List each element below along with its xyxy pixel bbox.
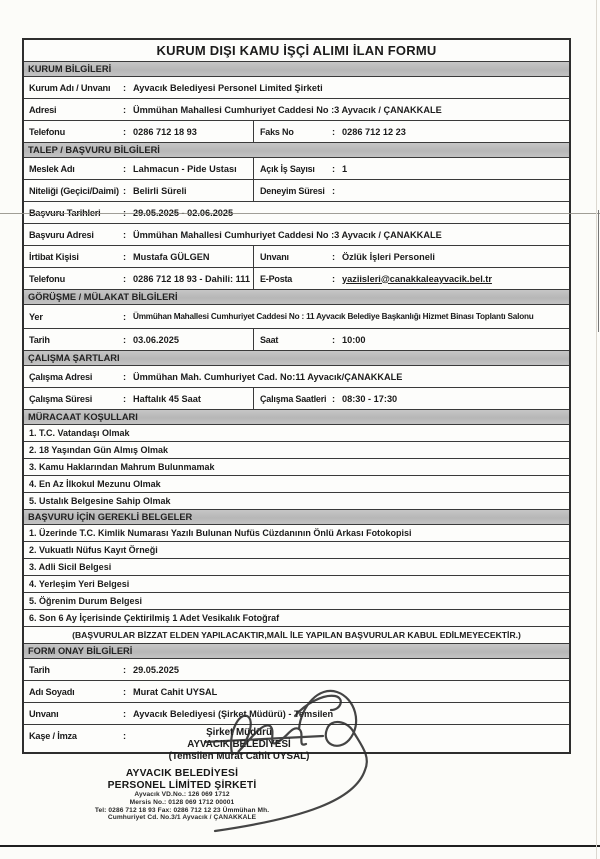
colon: :	[123, 126, 127, 137]
kurum-adi-label: Kurum Adı / Unvanı	[29, 82, 111, 93]
saat-label: Saat	[260, 334, 279, 345]
acik-is-sayisi-value: 1	[342, 163, 348, 174]
unvani-label: Unvanı	[260, 251, 289, 262]
form-title: KURUM DIŞI KAMU İŞÇİ ALIMI İLAN FORMU	[156, 43, 437, 58]
calisma-suresi-value: Haftalık 45 Saat	[133, 393, 201, 404]
colon: :	[123, 686, 127, 697]
colon: :	[123, 664, 127, 675]
colon: :	[332, 185, 336, 196]
irtibat-kisisi-label: İrtibat Kişisi	[29, 251, 79, 262]
field-kase-imza	[24, 724, 569, 762]
field-basvuru-adresi	[24, 223, 569, 245]
adi-soyadi-value: Murat Cahit UYSAL	[133, 686, 218, 697]
field-niteligi	[24, 179, 569, 201]
calisma-suresi-label: Çalışma Süresi	[29, 393, 93, 404]
stamp-line-2: PERSONEL LİMİTED ŞİRKETİ	[107, 779, 257, 791]
adi-soyadi-label: Adı Soyadı	[29, 686, 75, 697]
adresi-value: Ümmühan Mahallesi Cumhuriyet Caddesi No :3 Ayvacık / ÇANAKKALE	[133, 104, 442, 115]
section-header-talep-basvuru: TALEP / BAŞVURU BİLGİLERİ	[24, 142, 569, 157]
section-header-form-onay: FORM ONAY BİLGİLERİ	[24, 643, 569, 658]
niteligi-value: Belirli Süreli	[133, 185, 187, 196]
meslek-adi-label: Meslek Adı	[29, 163, 75, 174]
acik-is-sayisi-label: Açık İş Sayısı	[260, 163, 315, 174]
scan-right-edge-faint-line	[596, 0, 597, 859]
tarih-value: 03.06.2025	[133, 334, 179, 345]
field-onay-unvani	[24, 702, 569, 724]
colon: :	[123, 393, 127, 404]
telefonu-label: Telefonu	[29, 126, 65, 137]
belge-item-4: 4. Yerleşim Yeri Belgesi	[24, 575, 569, 592]
colon: :	[123, 251, 127, 262]
muracaat-item-3: 3. Kamu Haklarından Mahrum Bulunmamak	[24, 458, 569, 475]
basvuru-adresi-value: Ümmühan Mahallesi Cumhuriyet Caddesi No :3 Ayvacık / ÇANAKKALE	[133, 229, 442, 240]
muracaat-item-2: 2. 18 Yaşından Gün Almış Olmak	[24, 441, 569, 458]
adresi-label: Adresi	[29, 104, 57, 115]
colon: :	[123, 311, 127, 322]
telefonu2-label: Telefonu	[29, 273, 65, 284]
calisma-adresi-value: Ümmühan Mah. Cumhuriyet Cad. No:11 Ayvacık/ÇANAKKALE	[133, 371, 403, 382]
colon: :	[332, 163, 336, 174]
faks-label: Faks No	[260, 126, 294, 137]
calisma-saatleri-label: Çalışma Saatleri	[260, 393, 327, 404]
field-basvuru-tarihleri	[24, 201, 569, 223]
field-calisma-suresi	[24, 387, 569, 409]
form-table	[22, 38, 571, 762]
section-header-kurum-bilgileri: KURUM BİLGİLERİ	[24, 61, 569, 76]
kase-line-sirket-muduru: Şirket Müdürü	[206, 727, 272, 738]
stamp-line-6: Cumhuriyet Cd. No.3/1 Ayvacık / ÇANAKKALE	[107, 814, 257, 822]
stamp-line-3: Ayvacık VD.No.: 126 069 1712	[134, 791, 230, 798]
yer-value: Ümmühan Mahallesi Cumhuriyet Caddesi No : 11 Ayvacık Belediye Başkanlığı Hizmet Binası Toplantı Salonu	[133, 312, 534, 321]
colon: :	[332, 251, 336, 262]
colon: :	[123, 708, 127, 719]
muracaat-item-5: 5. Ustalık Belgesine Sahip Olmak	[24, 492, 569, 509]
saat-value: 10:00	[342, 334, 366, 345]
colon: :	[123, 334, 127, 345]
belge-item-5: 5. Öğrenim Durum Belgesi	[24, 592, 569, 609]
colon: :	[332, 334, 336, 345]
eposta-label: E-Posta	[260, 273, 293, 284]
tarih-label: Tarih	[29, 334, 50, 345]
telefonu-value: 0286 712 18 93	[133, 126, 197, 137]
unvani-value: Özlük İşleri Personeli	[342, 251, 435, 262]
field-adi-soyadi	[24, 680, 569, 702]
field-meslek-adi	[24, 157, 569, 179]
page-bottom-edge-line	[0, 845, 600, 847]
belge-item-2: 2. Vukuatlı Nüfus Kayıt Örneği	[24, 541, 569, 558]
kase-line-belediye: AYVACIK BELEDİYESİ	[187, 739, 291, 750]
field-telefonu-eposta	[24, 267, 569, 289]
faks-value: 0286 712 12 23	[342, 126, 406, 137]
field-irtibat-kisisi	[24, 245, 569, 267]
basvuru-adresi-label: Başvuru Adresi	[29, 229, 94, 240]
application-note: (BAŞVURULAR BİZZAT ELDEN YAPILACAKTIR,MAİL İLE YAPILAN BAŞVURULAR KABUL EDİLMEYECEKTİR.)	[24, 626, 569, 643]
colon: :	[123, 185, 127, 196]
meslek-adi-value: Lahmacun - Pide Ustası	[133, 163, 237, 174]
colon: :	[123, 82, 127, 93]
colon: :	[123, 229, 127, 240]
kurum-adi-value: Ayvacık Belediyesi Personel Limited Şirketi	[133, 82, 323, 93]
field-onay-tarih	[24, 658, 569, 680]
colon: :	[123, 273, 127, 284]
irtibat-kisisi-value: Mustafa GÜLGEN	[133, 251, 210, 262]
muracaat-item-1: 1. T.C. Vatandaşı Olmak	[24, 424, 569, 441]
field-yer	[24, 304, 569, 328]
belge-item-6: 6. Son 6 Ay İçerisinde Çektirilmiş 1 Adet Vesikalık Fotoğraf	[24, 609, 569, 626]
section-header-gerekli-belgeler: BAŞVURU İÇİN GEREKLİ BELGELER	[24, 509, 569, 524]
yer-label: Yer	[29, 311, 43, 322]
onay-unvani-label: Unvanı	[29, 708, 59, 719]
section-header-calisma-sartlari: ÇALIŞMA ŞARTLARI	[24, 350, 569, 365]
telefonu2-value: 0286 712 18 93 - Dahili: 111	[133, 273, 250, 284]
scan-right-edge-dark-segment	[598, 210, 599, 332]
calisma-adresi-label: Çalışma Adresi	[29, 371, 93, 382]
field-calisma-adresi	[24, 365, 569, 387]
niteligi-label: Niteliği (Geçici/Daimi)	[29, 185, 119, 196]
calisma-saatleri-value: 08:30 - 17:30	[342, 393, 398, 404]
colon: :	[123, 371, 127, 382]
section-header-gorusme-mulakat: GÖRÜŞME / MÜLAKAT BİLGİLERİ	[24, 289, 569, 304]
deneyim-suresi-label: Deneyim Süresi	[260, 185, 325, 196]
kase-imza-text-block	[119, 727, 359, 763]
company-stamp	[62, 768, 302, 822]
field-tarih-saat	[24, 328, 569, 350]
field-adresi	[24, 98, 569, 120]
colon: :	[332, 126, 336, 137]
field-telefonu-faks	[24, 120, 569, 142]
scan-artifact-horizontal-line	[0, 213, 600, 214]
kase-imza-label: Kaşe / İmza	[29, 731, 77, 741]
stamp-line-5: Tel: 0286 712 18 93 Fax: 0286 712 12 23 Ümmühan Mh.	[94, 806, 270, 814]
eposta-value: yaziisleri@canakkaleayvacik.bel.tr	[342, 273, 492, 284]
section-header-muracaat-kosullari: MÜRACAAT KOŞULLARI	[24, 409, 569, 424]
belge-item-1: 1. Üzerinde T.C. Kimlik Numarası Yazılı Bulunan Nufüs Cüzdanının Önlü Arkası Fotokopisi	[24, 524, 569, 541]
field-kurum-adi	[24, 76, 569, 98]
onay-tarih-value: 29.05.2025	[133, 664, 179, 675]
colon: :	[332, 273, 336, 284]
onay-unvani-value: Ayvacık Belediyesi (Şirket Müdürü) - Temsilen	[133, 708, 334, 719]
colon: :	[332, 393, 336, 404]
muracaat-item-4: 4. En Az İlkokul Mezunu Olmak	[24, 475, 569, 492]
colon: :	[123, 163, 127, 174]
colon: :	[123, 731, 127, 741]
onay-tarih-label: Tarih	[29, 664, 50, 675]
belge-item-3: 3. Adli Sicil Belgesi	[24, 558, 569, 575]
colon: :	[123, 104, 127, 115]
stamp-line-1: AYVACIK BELEDİYESİ	[125, 768, 239, 779]
stamp-line-4: Mersis No.: 0128 069 1712 00001	[129, 798, 235, 806]
kase-line-temsilen: (Temsilen Murat Cahit UYSAL)	[168, 751, 310, 762]
